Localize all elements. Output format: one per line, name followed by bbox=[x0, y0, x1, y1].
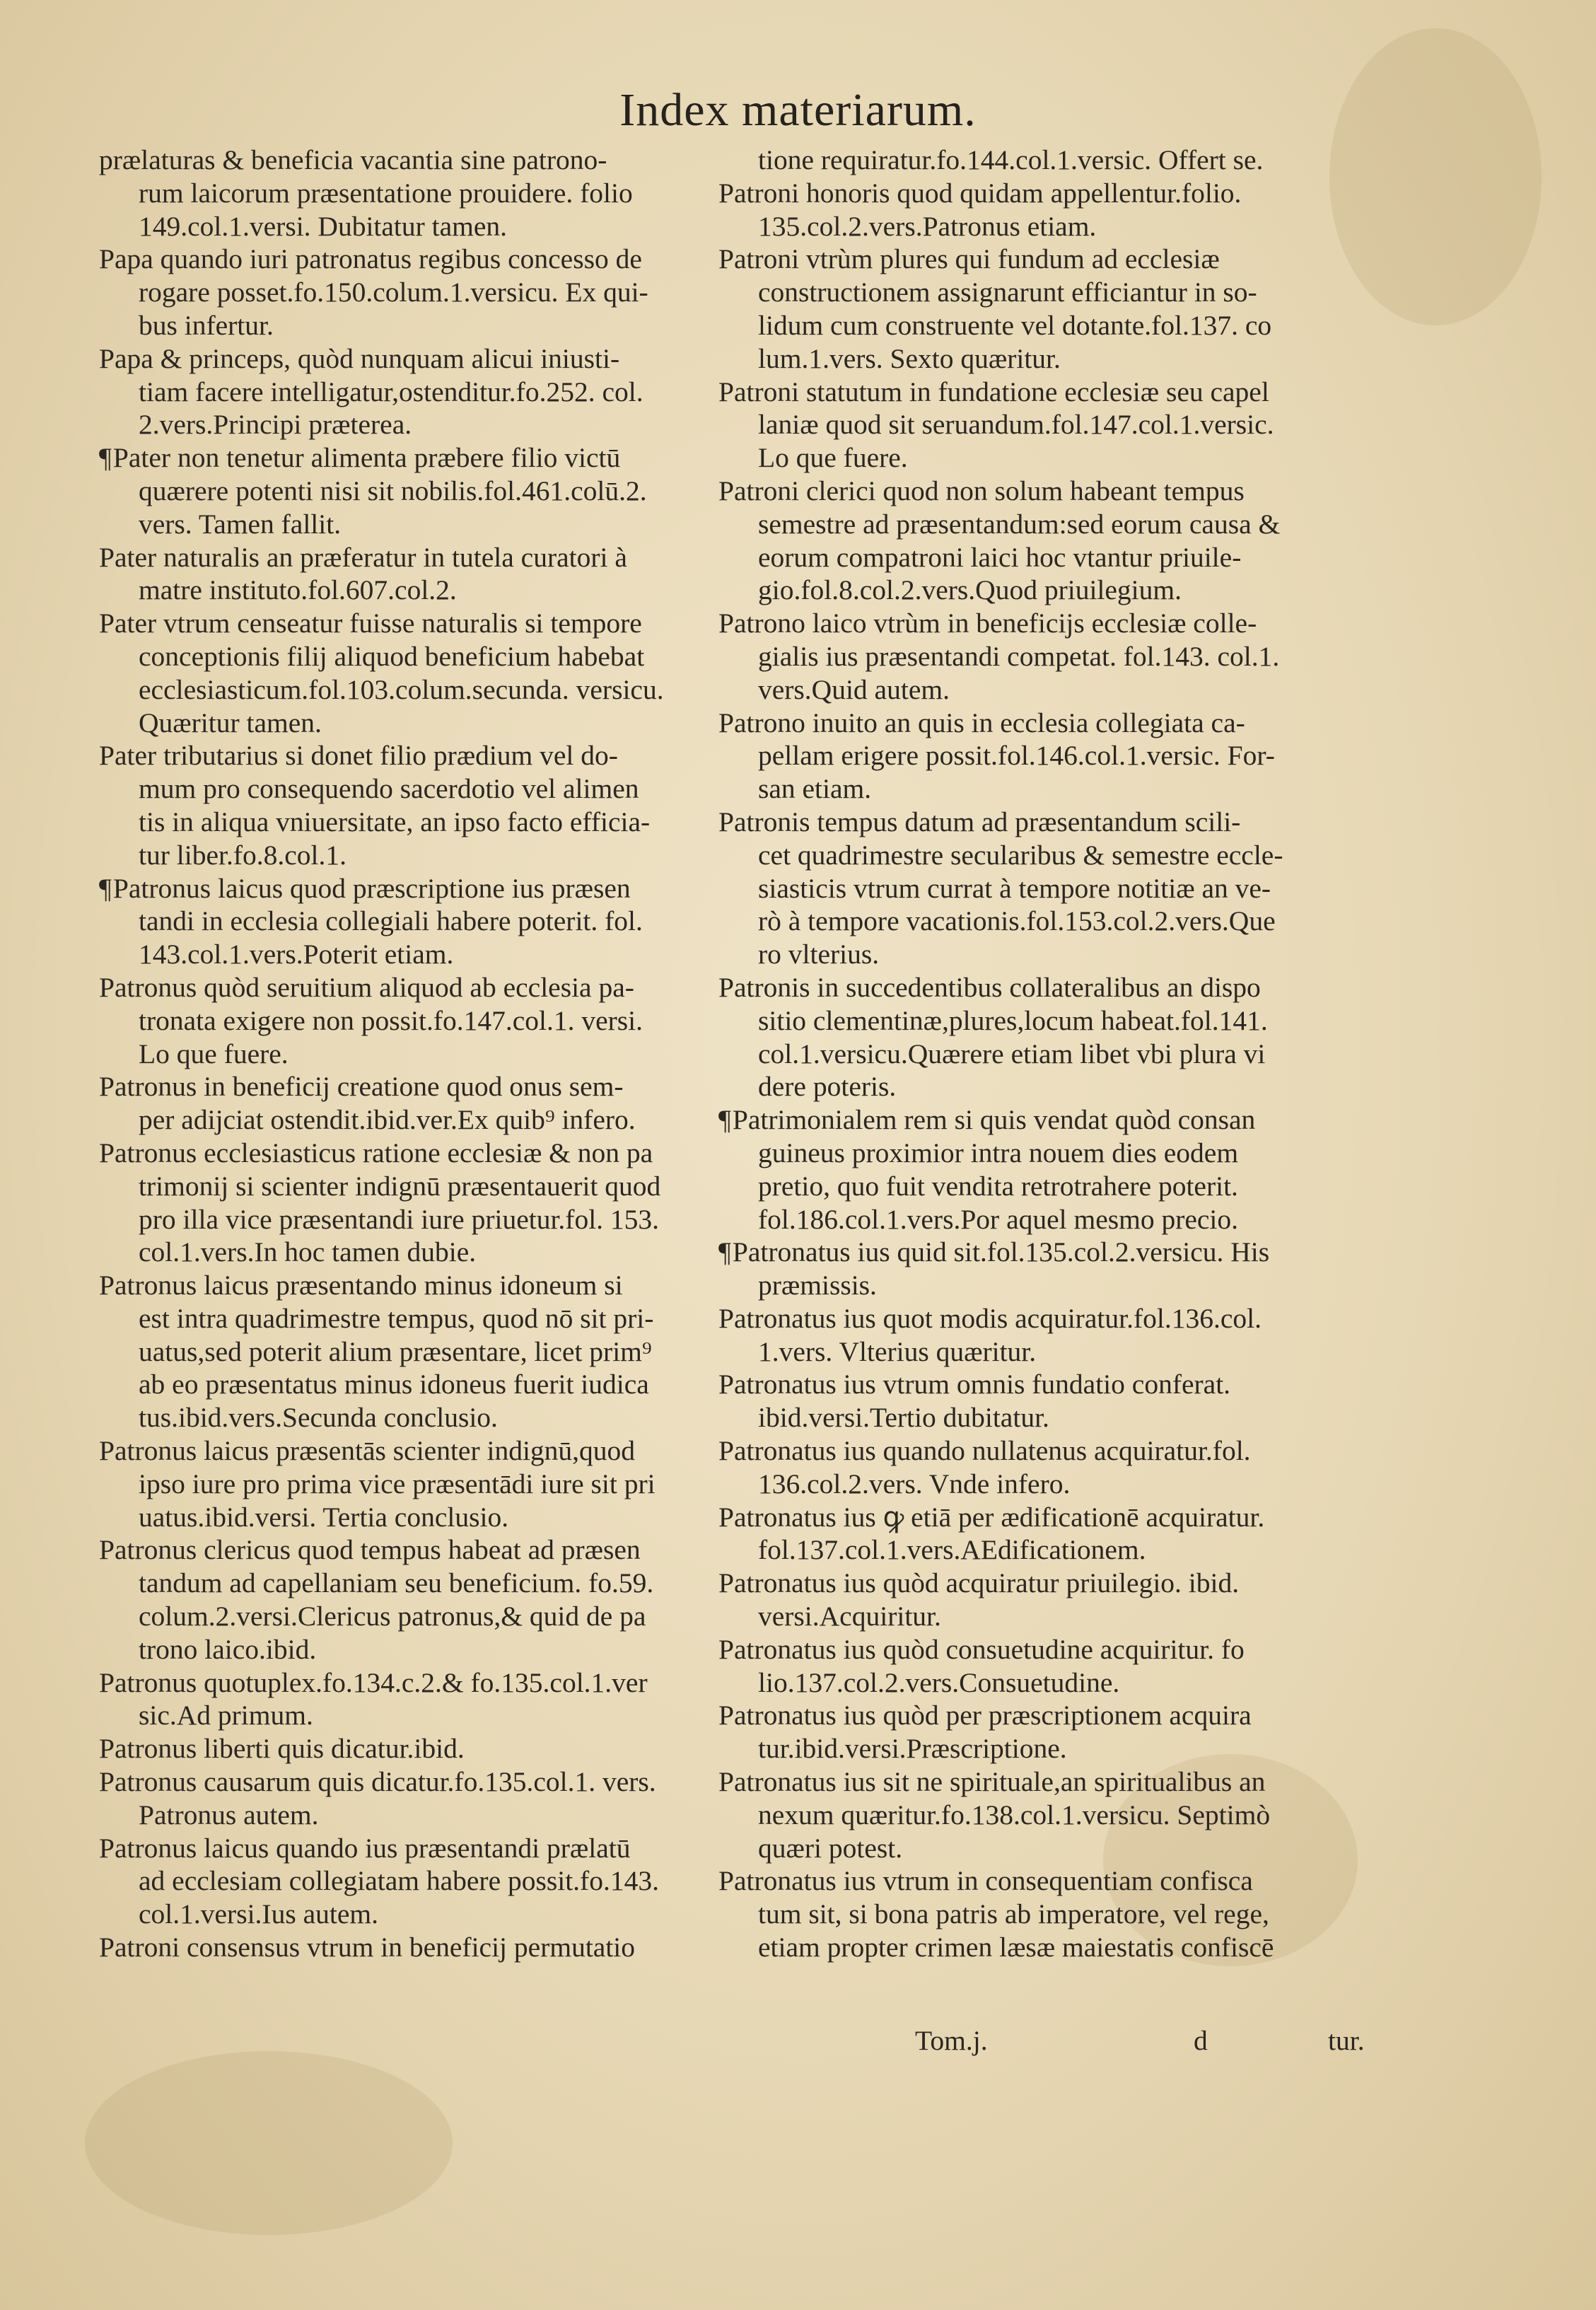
entry-continuation-line bbox=[718, 508, 1342, 541]
entry-heading-line bbox=[99, 1434, 714, 1468]
index-entry bbox=[99, 872, 714, 971]
paragraph-mark: ¶ bbox=[718, 1104, 731, 1136]
entry-text: tronata exigere non possit.fo.147.col.1. versi. bbox=[139, 1004, 643, 1036]
entry-text: trono laico.ibid. bbox=[139, 1633, 317, 1665]
entry-text: nexum quæritur.fo.138.col.1.versicu. Septimò bbox=[758, 1799, 1271, 1830]
entry-text: fol.137.col.1.vers.AEdificationem. bbox=[758, 1534, 1146, 1566]
entry-text: constructionem assignarunt efficiantur in so- bbox=[758, 277, 1257, 308]
entry-continuation-line bbox=[718, 574, 1342, 607]
entry-continuation-line bbox=[718, 1600, 1342, 1633]
entry-continuation-line bbox=[99, 1401, 714, 1434]
entry-heading-line bbox=[718, 806, 1342, 839]
entry-continuation-line bbox=[99, 309, 714, 342]
entry-heading-line bbox=[718, 243, 1342, 276]
entry-text: 149.col.1.versi. Dubitatur tamen. bbox=[139, 210, 508, 242]
entry-text: 143.col.1.vers.Poterit etiam. bbox=[139, 939, 454, 970]
index-entry bbox=[718, 475, 1342, 607]
entry-text: Patronus clericus quod tempus habeat ad præsen bbox=[99, 1534, 641, 1566]
entry-continuation-line bbox=[718, 541, 1342, 574]
entry-text: Patronus causarum quis dicatur.fo.135.col.1. vers. bbox=[99, 1766, 656, 1798]
entry-text: uatus,sed poterit alium præsentare, licet prim⁹ bbox=[139, 1335, 652, 1367]
entry-text: ro vlterius. bbox=[758, 939, 880, 970]
entry-continuation-line bbox=[99, 475, 714, 508]
entry-continuation-line bbox=[718, 342, 1342, 376]
entry-continuation-line bbox=[99, 1368, 714, 1401]
entry-text: Pater naturalis an præferatur in tutela curatori à bbox=[99, 541, 627, 573]
entry-text: versi.Acquiritur. bbox=[758, 1601, 941, 1632]
entry-text: Patronis in succedentibus collateralibus an dispo bbox=[718, 971, 1261, 1003]
entry-text: fol.186.col.1.vers.Por aquel mesmo precio. bbox=[758, 1203, 1239, 1235]
entry-text: vers. Tamen fallit. bbox=[139, 508, 342, 540]
entry-continuation-line bbox=[718, 739, 1342, 772]
index-entry bbox=[99, 607, 714, 739]
entry-continuation-line bbox=[718, 1533, 1342, 1567]
entry-text: sic.Ad primum. bbox=[139, 1700, 313, 1731]
entry-text: ipso iure pro prima vice præsentādi iure sit pri bbox=[139, 1468, 656, 1499]
entry-text: tum sit, si bona patris ab imperatore, vel rege, bbox=[758, 1898, 1269, 1930]
entry-text: est intra quadrimestre tempus, quod nō sit pri- bbox=[139, 1302, 654, 1334]
entry-text: Patronus liberti quis dicatur.ibid. bbox=[99, 1733, 465, 1765]
entry-text: uatus.ibid.versi. Tertia conclusio. bbox=[139, 1501, 509, 1533]
entry-continuation-line bbox=[718, 839, 1342, 872]
index-entry bbox=[718, 376, 1342, 475]
entry-text: præmissis. bbox=[758, 1270, 877, 1301]
entry-heading-line bbox=[99, 1765, 714, 1799]
entry-text: Patrimonialem rem si quis vendat quòd consan bbox=[732, 1104, 1256, 1136]
index-entry bbox=[718, 1567, 1342, 1633]
index-entry bbox=[718, 971, 1342, 1103]
entry-heading-line bbox=[718, 1302, 1342, 1335]
entry-continuation-line bbox=[99, 574, 714, 607]
entry-text: pretio, quo fuit vendita retrotrahere poterit. bbox=[758, 1170, 1238, 1202]
index-entry bbox=[718, 1699, 1342, 1765]
entry-continuation-line bbox=[718, 1004, 1342, 1038]
index-entry bbox=[718, 1236, 1342, 1302]
entry-continuation-line bbox=[718, 673, 1342, 707]
entry-heading-line bbox=[99, 342, 714, 376]
entry-text: lio.137.col.2.vers.Consuetudine. bbox=[758, 1666, 1120, 1698]
entry-heading-line bbox=[99, 1931, 714, 1964]
entry-text: Patrono laico vtrùm in beneficijs ecclesiæ colle- bbox=[718, 608, 1257, 639]
index-entry bbox=[718, 707, 1342, 806]
entry-text: tandi in ecclesia collegiali habere poterit. fol. bbox=[139, 905, 643, 937]
entry-text: rò à tempore vacationis.fol.153.col.2.vers.Que bbox=[758, 905, 1276, 937]
entry-continuation-line bbox=[99, 938, 714, 971]
entry-continuation-line bbox=[99, 839, 714, 872]
entry-heading-line bbox=[718, 707, 1342, 740]
index-entry bbox=[718, 806, 1342, 971]
entry-heading-line bbox=[99, 243, 714, 276]
index-entry bbox=[718, 1501, 1342, 1567]
entry-text: 2.vers.Principi præterea. bbox=[139, 409, 412, 441]
entry-continuation-line bbox=[718, 1732, 1342, 1765]
entry-continuation-line bbox=[718, 872, 1342, 905]
entry-heading-line bbox=[99, 1832, 714, 1865]
entry-continuation-line bbox=[99, 1038, 714, 1071]
entry-heading-line bbox=[99, 1269, 714, 1302]
entry-text: Patroni statutum in fundatione ecclesiæ seu capel bbox=[718, 376, 1269, 407]
entry-heading-line bbox=[718, 1765, 1342, 1799]
entry-continuation-line bbox=[99, 276, 714, 309]
index-entry bbox=[99, 1666, 714, 1733]
entry-text: Patrono inuito an quis in ecclesia collegiata ca- bbox=[718, 707, 1245, 738]
entry-text: semestre ad præsentandum:sed eorum causa & bbox=[758, 508, 1281, 540]
entry-text: Patronatus ius ꝙ etiā per ædificationē acquiratur. bbox=[718, 1501, 1265, 1533]
entry-continuation-line bbox=[718, 1931, 1342, 1964]
entry-text: lidum cum construente vel dotante.fol.137. co bbox=[758, 309, 1272, 341]
entry-text: pro illa vice præsentandi iure priuetur.fol. 153. bbox=[139, 1203, 660, 1235]
entry-heading-line bbox=[99, 441, 714, 475]
entry-text: Patronus quòd seruitium aliquod ab ecclesia pa- bbox=[99, 971, 634, 1003]
index-entry bbox=[718, 1633, 1342, 1700]
entry-continuation-line bbox=[718, 1832, 1342, 1865]
entry-text: per adijciat ostendit.ibid.ver.Ex quib⁹ infero. bbox=[139, 1104, 636, 1136]
entry-text: Lo que fuere. bbox=[139, 1038, 289, 1069]
entry-heading-line bbox=[718, 1434, 1342, 1468]
entry-text: laniæ quod sit seruandum.fol.147.col.1.versic. bbox=[758, 409, 1274, 441]
index-entry bbox=[99, 1137, 714, 1269]
entry-continuation-line bbox=[99, 1004, 714, 1038]
entry-continuation-line bbox=[718, 441, 1342, 475]
entry-text: Quæritur tamen. bbox=[139, 707, 322, 738]
entry-text: tiam facere intelligatur,ostenditur.fo.252. col. bbox=[139, 376, 643, 407]
entry-text: col.1.versi.Ius autem. bbox=[139, 1898, 378, 1930]
entry-continuation-line bbox=[99, 1567, 714, 1600]
entry-heading-line bbox=[99, 144, 714, 177]
entry-continuation-line bbox=[99, 210, 714, 243]
entry-heading-line bbox=[99, 1732, 714, 1765]
entry-continuation-line bbox=[99, 1203, 714, 1236]
entry-continuation-line bbox=[718, 1137, 1342, 1170]
entry-text: rum laicorum præsentatione prouidere. folio bbox=[139, 177, 633, 209]
entry-heading-line bbox=[718, 475, 1342, 508]
entry-heading-line bbox=[718, 1864, 1342, 1898]
index-column-right bbox=[718, 144, 1342, 1964]
entry-heading-line bbox=[718, 1567, 1342, 1600]
index-entry bbox=[99, 243, 714, 342]
volume-mark: Tom.j. bbox=[915, 2025, 988, 2056]
entry-text: Patronatus ius quando nullatenus acquiratur.fol. bbox=[718, 1435, 1251, 1467]
entry-text: Patronatus ius quòd acquiratur priuilegio. ibid. bbox=[718, 1567, 1240, 1599]
index-entry bbox=[718, 1368, 1342, 1434]
entry-text: Patronatus ius quòd per præscriptionem acquira bbox=[718, 1700, 1252, 1731]
entry-continuation-line bbox=[718, 905, 1342, 938]
entry-continuation-line bbox=[99, 508, 714, 541]
entry-text: dere poteris. bbox=[758, 1071, 897, 1103]
entry-continuation-line bbox=[718, 640, 1342, 673]
entry-text: Patronatus ius sit ne spirituale,an spiritualibus an bbox=[718, 1766, 1266, 1798]
entry-continuation-line bbox=[718, 1170, 1342, 1203]
entry-text: Patronis tempus datum ad præsentandum scili- bbox=[718, 806, 1241, 837]
index-entry bbox=[718, 1302, 1342, 1369]
entry-text: Pater non tenetur alimenta præbere filio victū bbox=[112, 442, 621, 474]
entry-continuation-line bbox=[718, 309, 1342, 342]
paragraph-mark: ¶ bbox=[99, 442, 112, 474]
entry-continuation-line bbox=[99, 1799, 714, 1832]
entry-text: tus.ibid.vers.Secunda conclusio. bbox=[139, 1402, 498, 1434]
entry-heading-line bbox=[99, 541, 714, 574]
entry-continuation-line bbox=[718, 1666, 1342, 1700]
entry-text: Pater vtrum censeatur fuisse naturalis si tempore bbox=[99, 608, 642, 639]
entry-heading-line bbox=[718, 376, 1342, 409]
entry-text: ibid.versi.Tertio dubitatur. bbox=[758, 1402, 1049, 1434]
entry-text: bus infertur. bbox=[139, 309, 274, 341]
entry-text: 1.vers. Vlterius quæritur. bbox=[758, 1335, 1037, 1367]
entry-continuation-line bbox=[718, 938, 1342, 971]
entry-continuation-line bbox=[718, 1269, 1342, 1302]
index-entry bbox=[718, 177, 1342, 243]
entry-text: Patronus laicus quando ius præsentandi prælatū bbox=[99, 1832, 631, 1864]
entry-continuation-line bbox=[99, 806, 714, 839]
index-entry bbox=[99, 1931, 714, 1964]
index-entry bbox=[99, 1732, 714, 1765]
index-entry bbox=[99, 144, 714, 243]
entry-continuation-line bbox=[99, 376, 714, 409]
entry-text: Patroni vtrùm plures qui fundum ad ecclesiæ bbox=[718, 243, 1220, 275]
entry-text: Patronatus ius quid sit.fol.135.col.2.versicu. His bbox=[732, 1236, 1270, 1268]
entry-text: quæri potest. bbox=[758, 1832, 903, 1864]
entry-heading-line bbox=[718, 1633, 1342, 1666]
entry-text: prælaturas & beneficia vacantia sine patrono- bbox=[99, 144, 607, 175]
entry-text: rogare posset.fo.150.colum.1.versicu. Ex qui- bbox=[139, 277, 648, 308]
entry-text: Patronus laicus præsentās scienter indignū,quod bbox=[99, 1435, 636, 1467]
index-entry bbox=[99, 739, 714, 871]
entry-text: Papa quando iuri patronatus regibus concesso de bbox=[99, 243, 642, 275]
page-title: Index materiarum. bbox=[619, 84, 977, 136]
index-entry bbox=[99, 342, 714, 441]
entry-continuation-line bbox=[99, 1103, 714, 1137]
index-entry bbox=[99, 1070, 714, 1137]
index-entry bbox=[99, 441, 714, 540]
index-entry bbox=[718, 1864, 1342, 1963]
entry-text: Patronus in beneficij creatione quod onus sem- bbox=[99, 1071, 624, 1103]
entry-text: colum.2.versi.Clericus patronus,& quid de pa bbox=[139, 1601, 646, 1632]
entry-text: Patronatus ius quòd consuetudine acquiritur. fo bbox=[718, 1633, 1245, 1665]
entry-text: ecclesiasticum.fol.103.colum.secunda. versicu. bbox=[139, 673, 664, 705]
entry-text: lum.1.vers. Sexto quæritur. bbox=[758, 342, 1061, 374]
entry-text: tione requiratur.fo.144.col.1.versic. Offert se. bbox=[758, 144, 1264, 175]
entry-heading-line bbox=[718, 177, 1342, 210]
entry-continuation-line bbox=[99, 1501, 714, 1534]
entry-heading-line bbox=[99, 1666, 714, 1700]
entry-text: Patronus laicus præsentando minus idoneum si bbox=[99, 1270, 623, 1301]
entry-text: mum pro consequendo sacerdotio vel alimen bbox=[139, 773, 639, 805]
catchword: tur. bbox=[1328, 2025, 1365, 2056]
entry-continuation-line bbox=[718, 408, 1342, 441]
entry-continuation-line bbox=[99, 905, 714, 938]
entry-continuation-line bbox=[718, 1203, 1342, 1236]
entry-continuation-line bbox=[718, 772, 1342, 806]
paragraph-mark: ¶ bbox=[99, 872, 112, 904]
entry-text: Papa & princeps, quòd nunquam alicui iniusti- bbox=[99, 342, 620, 374]
entry-text: gialis ius præsentandi competat. fol.143. col.1. bbox=[758, 640, 1280, 672]
entry-text: siasticis vtrum currat à tempore notitiæ an ve- bbox=[758, 872, 1271, 904]
entry-heading-line bbox=[718, 607, 1342, 640]
entry-continuation-line bbox=[99, 640, 714, 673]
index-entry bbox=[99, 1832, 714, 1931]
entry-text: Patronatus ius vtrum in consequentiam confisca bbox=[718, 1865, 1253, 1897]
entry-continuation-line bbox=[718, 144, 1342, 177]
entry-continuation-line bbox=[99, 707, 714, 740]
entry-continuation-line bbox=[718, 1038, 1342, 1071]
entry-text: tis in aliqua vniuersitate, an ipso facto efficia- bbox=[139, 806, 651, 837]
entry-text: Lo que fuere. bbox=[758, 442, 908, 474]
entry-continuation-line bbox=[99, 772, 714, 806]
entry-heading-line bbox=[718, 1501, 1342, 1534]
index-entry bbox=[99, 971, 714, 1070]
entry-text: Patronus ecclesiasticus ratione ecclesiæ & non pa bbox=[99, 1137, 653, 1168]
index-entry bbox=[99, 1269, 714, 1434]
signature-mark: d bbox=[1194, 2025, 1208, 2056]
index-entry bbox=[99, 1765, 714, 1832]
paragraph-mark: ¶ bbox=[718, 1236, 731, 1268]
entry-text: matre instituto.fol.607.col.2. bbox=[139, 574, 457, 606]
entry-continuation-line bbox=[99, 1335, 714, 1369]
entry-continuation-line bbox=[718, 210, 1342, 243]
entry-text: Patronus laicus quod præscriptione ius præsen bbox=[112, 872, 631, 904]
entry-text: gio.fol.8.col.2.vers.Quod priuilegium. bbox=[758, 574, 1182, 606]
entry-continuation-line bbox=[99, 408, 714, 441]
entry-continuation-line bbox=[99, 1302, 714, 1335]
entry-heading-line bbox=[99, 872, 714, 905]
entry-text: col.1.versicu.Quærere etiam libet vbi plura vi bbox=[758, 1038, 1266, 1069]
entry-heading-line bbox=[718, 1103, 1342, 1137]
index-entry bbox=[99, 1533, 714, 1666]
entry-text: Patroni honoris quod quidam appellentur.folio. bbox=[718, 177, 1242, 209]
entry-text: tur.ibid.versi.Præscriptione. bbox=[758, 1733, 1067, 1765]
paper-stain bbox=[85, 2051, 453, 2235]
entry-heading-line bbox=[718, 1699, 1342, 1732]
entry-text: Pater tributarius si donet filio prædium vel do- bbox=[99, 740, 618, 772]
entry-text: col.1.vers.In hoc tamen dubie. bbox=[139, 1236, 477, 1268]
entry-continuation-line bbox=[99, 1170, 714, 1203]
entry-continuation-line bbox=[718, 1335, 1342, 1369]
entry-text: Patroni clerici quod non solum habeant tempus bbox=[718, 475, 1245, 506]
index-entry bbox=[718, 144, 1342, 177]
entry-continuation-line bbox=[99, 1633, 714, 1666]
index-column-left bbox=[99, 144, 714, 1964]
entry-text: tur liber.fo.8.col.1. bbox=[139, 839, 346, 871]
entry-text: 136.col.2.vers. Vnde infero. bbox=[758, 1468, 1071, 1499]
entry-continuation-line bbox=[718, 276, 1342, 309]
entry-heading-line bbox=[718, 1368, 1342, 1401]
entry-heading-line bbox=[99, 739, 714, 772]
entry-text: Patronus autem. bbox=[139, 1799, 319, 1830]
index-entry bbox=[718, 1765, 1342, 1864]
index-entry bbox=[718, 1434, 1342, 1501]
entry-continuation-line bbox=[718, 1070, 1342, 1103]
page-footer bbox=[718, 2024, 1365, 2057]
entry-heading-line bbox=[99, 607, 714, 640]
entry-continuation-line bbox=[99, 673, 714, 707]
entry-text: guineus proximior intra nouem dies eodem bbox=[758, 1137, 1239, 1168]
entry-continuation-line bbox=[99, 1864, 714, 1898]
entry-heading-line bbox=[99, 1070, 714, 1103]
index-entry bbox=[99, 1434, 714, 1533]
entry-heading-line bbox=[718, 1236, 1342, 1269]
entry-text: eorum compatroni laici hoc vtantur priuile- bbox=[758, 541, 1242, 573]
entry-text: vers.Quid autem. bbox=[758, 673, 950, 705]
entry-text: sitio clementinæ,plures,locum habeat.fol.141. bbox=[758, 1004, 1268, 1036]
paper-stain bbox=[1329, 28, 1542, 325]
index-entry bbox=[718, 607, 1342, 706]
entry-text: etiam propter crimen læsæ maiestatis confiscē bbox=[758, 1932, 1274, 1963]
entry-heading-line bbox=[99, 1137, 714, 1170]
entry-text: pellam erigere possit.fol.146.col.1.versic. For- bbox=[758, 740, 1275, 772]
entry-text: Patronus quotuplex.fo.134.c.2.& fo.135.col.1.ver bbox=[99, 1666, 648, 1698]
entry-text: Patronatus ius quot modis acquiratur.fol.136.col. bbox=[718, 1302, 1262, 1334]
entry-text: ad ecclesiam collegiatam habere possit.fo.143. bbox=[139, 1865, 659, 1897]
entry-continuation-line bbox=[718, 1898, 1342, 1931]
entry-text: san etiam. bbox=[758, 773, 872, 805]
entry-text: quærere potenti nisi sit nobilis.fol.461.colū.2. bbox=[139, 475, 647, 506]
entry-continuation-line bbox=[99, 1468, 714, 1501]
entry-text: trimonij si scienter indignū præsentauerit quod bbox=[139, 1170, 661, 1202]
entry-continuation-line bbox=[99, 1236, 714, 1269]
entry-continuation-line bbox=[718, 1799, 1342, 1832]
entry-text: ab eo præsentatus minus idoneus fuerit iudica bbox=[139, 1369, 649, 1400]
index-entry bbox=[718, 1103, 1342, 1236]
entry-text: Patroni consensus vtrum in beneficij permutatio bbox=[99, 1932, 636, 1963]
entry-heading-line bbox=[718, 971, 1342, 1004]
entry-text: Patronatus ius vtrum omnis fundatio conferat. bbox=[718, 1369, 1231, 1400]
entry-text: tandum ad capellaniam seu beneficium. fo.59. bbox=[139, 1567, 654, 1599]
entry-heading-line bbox=[99, 971, 714, 1004]
entry-text: conceptionis filij aliquod beneficium habebat bbox=[139, 640, 645, 672]
entry-continuation-line bbox=[99, 177, 714, 210]
entry-continuation-line bbox=[99, 1600, 714, 1633]
index-entry bbox=[99, 541, 714, 608]
index-entry bbox=[718, 243, 1342, 375]
entry-text: cet quadrimestre secularibus & semestre eccle- bbox=[758, 839, 1283, 871]
entry-text: 135.col.2.vers.Patronus etiam. bbox=[758, 210, 1097, 242]
entry-continuation-line bbox=[99, 1699, 714, 1732]
entry-continuation-line bbox=[718, 1468, 1342, 1501]
entry-heading-line bbox=[99, 1533, 714, 1567]
entry-continuation-line bbox=[99, 1898, 714, 1931]
entry-continuation-line bbox=[718, 1401, 1342, 1434]
